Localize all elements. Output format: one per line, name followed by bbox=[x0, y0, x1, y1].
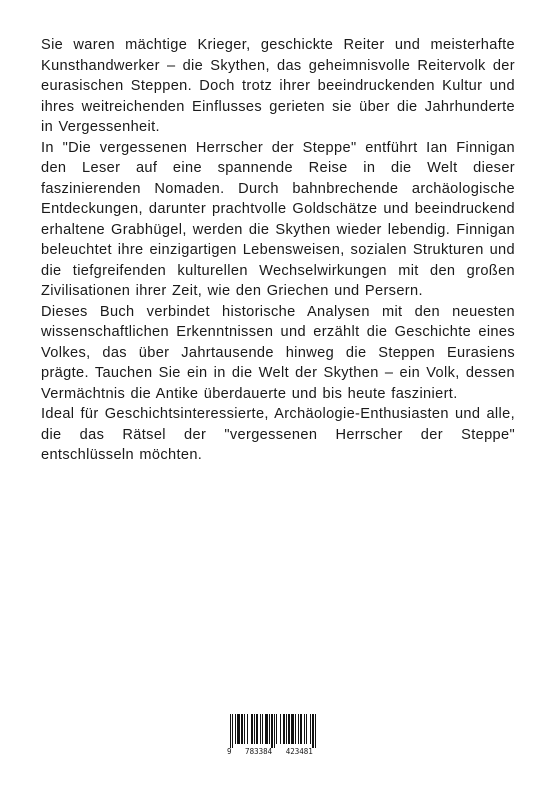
barcode-bar bbox=[262, 714, 263, 744]
barcode-bar bbox=[298, 714, 299, 744]
barcode-bar bbox=[241, 714, 243, 744]
barcode-bar bbox=[265, 714, 268, 744]
blurb-paragraph-4: Ideal für Geschichtsinteressierte, Archäologie-Enthusiasten und alle, die das Rätsel der "vergessenen Herrscher der Steppe" entschlüsseln möchten. bbox=[41, 406, 515, 463]
isbn-digits: 9 783384 423481 bbox=[227, 747, 313, 756]
barcode-bar bbox=[306, 714, 307, 744]
barcode-bar bbox=[276, 714, 277, 744]
barcode-bar bbox=[283, 714, 285, 744]
barcode-bar bbox=[286, 714, 287, 744]
blurb-paragraph-2: In "Die vergessenen Herrscher der Steppe" entführt Ian Finnigan den Leser auf eine spannende Reise in die Welt dieser faszinierenden Nomaden. Durch bahnbrechende archäologische Entdeckungen, darunter prachtvolle Goldschätze und beeindruckend erhaltene Grabhügel, werden die Skythen wieder lebendig. Finnigan beleuchtet ihre einzigartigen Lebensweisen, sozialen Strukturen und die tiefgreifenden kulturellen Wechselwirkungen mit den großen Zivilisationen ihrer Zeit, wie den Griechen und Persern. bbox=[41, 139, 515, 299]
barcode-bar bbox=[274, 714, 275, 748]
barcode-bar bbox=[312, 714, 314, 748]
barcode-bar bbox=[310, 714, 311, 744]
barcode-bar bbox=[304, 714, 305, 744]
barcode-bar bbox=[230, 714, 231, 748]
barcode-bar bbox=[271, 714, 273, 748]
barcode-bar bbox=[244, 714, 245, 744]
back-cover-blurb bbox=[41, 35, 515, 466]
barcode-bar bbox=[254, 714, 255, 744]
barcode-bar bbox=[300, 714, 302, 744]
barcode-bar bbox=[280, 714, 281, 744]
barcode-bar bbox=[315, 714, 316, 748]
barcode-bar bbox=[251, 714, 253, 744]
barcode-bars bbox=[227, 714, 329, 748]
blurb-paragraph-3: Dieses Buch verbindet historische Analysen mit den neuesten wissenschaftlichen Erkenntnissen und erzählt die Geschichte eines Volkes, das über Jahrtausende hinweg die Steppen Eurasiens prägte. Tauchen Sie ein in die Welt der Skythen – ein Volk, dessen Vermächtnis die Antike überdauerte und bis heute fasziniert. bbox=[41, 303, 515, 402]
barcode-bar bbox=[291, 714, 294, 744]
barcode-bar bbox=[235, 714, 236, 744]
barcode-bar bbox=[288, 714, 290, 744]
barcode-bar bbox=[247, 714, 248, 744]
barcode-bar bbox=[295, 714, 296, 744]
barcode-bar bbox=[260, 714, 261, 744]
barcode-bar bbox=[232, 714, 233, 748]
isbn-barcode bbox=[227, 714, 329, 760]
blurb-paragraph-1: Sie waren mächtige Krieger, geschickte Reiter und meisterhafte Kunsthandwerker – die Skythen, das geheimnisvolle Reitervolk der eurasischen Steppen. Doch trotz ihrer beeindruckenden Kultur und ihres weitreichenden Einflusses gerieten sie über die Jahrhunderte in Vergessenheit. bbox=[41, 37, 515, 135]
barcode-bar bbox=[237, 714, 240, 744]
barcode-bar bbox=[256, 714, 258, 744]
barcode-bar bbox=[269, 714, 270, 744]
